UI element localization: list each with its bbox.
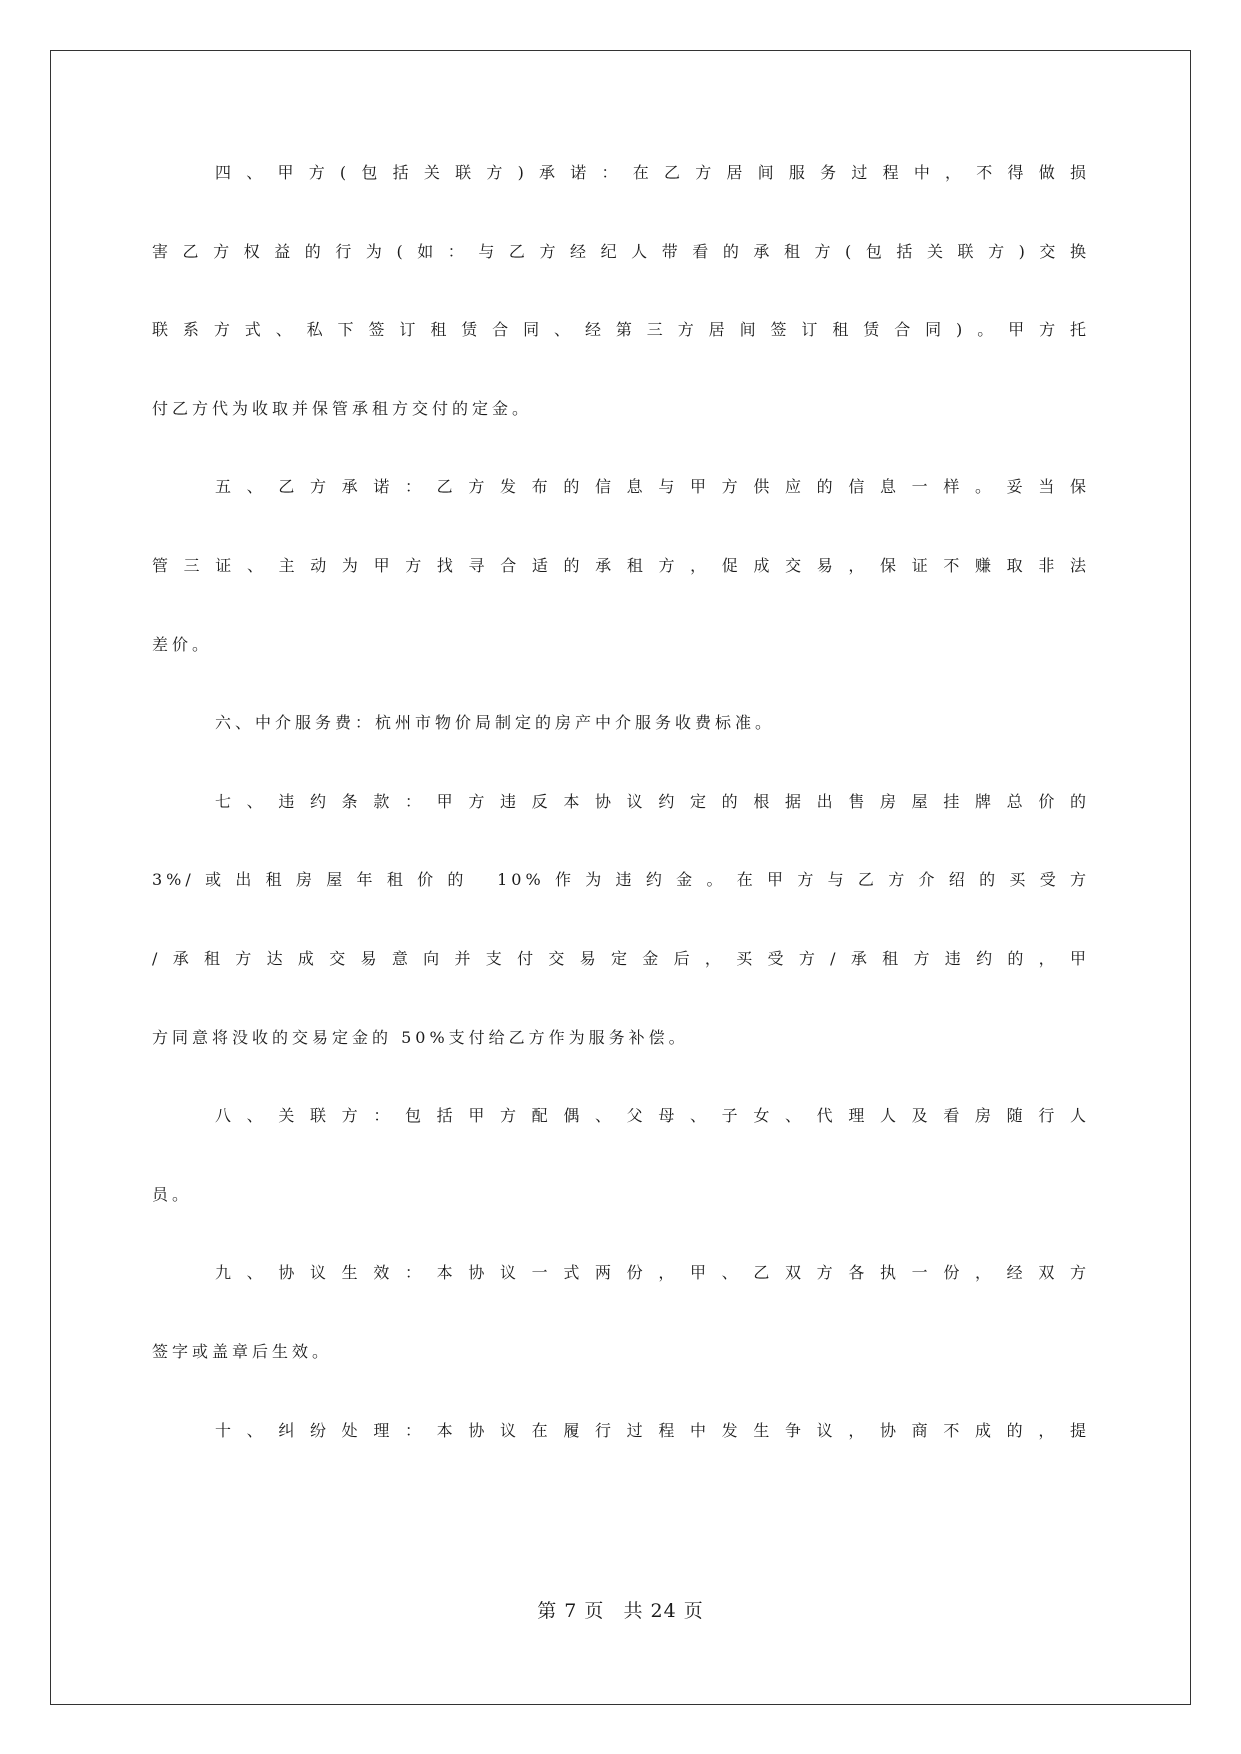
- text-line: 签字或盖章后生效。: [152, 1341, 333, 1361]
- text-line: 员。: [152, 1184, 193, 1204]
- text-line: 管三证、主动为甲方找寻合适的承租方，促成交易，保证不赚取非法: [152, 555, 1090, 575]
- text-line: 六、中介服务费：杭州市物价局制定的房产中介服务收费标准。: [215, 713, 776, 733]
- page-number: 第 7 页: [537, 1600, 605, 1622]
- text-line: 差价。: [152, 634, 213, 654]
- text-line: 八、关联方：包括甲方配偶、父母、子女、代理人及看房随行人: [215, 1106, 1090, 1126]
- text-line: 七、违约条款：甲方违反本协议约定的根据出售房屋挂牌总价的: [215, 791, 1090, 811]
- document-body: [152, 160, 1090, 1496]
- text-line: 十、纠纷处理：本协议在履行过程中发生争议，协商不成的，提: [215, 1420, 1090, 1440]
- text-line: 联系方式、私下签订租赁合同、经第三方居间签订租赁合同)。甲方托: [152, 320, 1090, 340]
- page-total: 共 24 页: [623, 1600, 704, 1622]
- text-line: 方同意将没收的交易定金的 50%支付给乙方作为服务补偿。: [152, 1027, 689, 1047]
- page-footer: [0, 1596, 1241, 1623]
- text-line: 四、甲方(包括关联方)承诺：在乙方居间服务过程中，不得做损: [215, 163, 1090, 182]
- text-line: 3%/或出租房屋年租价的 10%作为违约金。在甲方与乙方介绍的买受方: [152, 870, 1090, 890]
- text-line: /承租方达成交易意向并支付交易定金后，买受方/承租方违约的，甲: [152, 948, 1090, 968]
- text-line: 九、协议生效：本协议一式两份，甲、乙双方各执一份，经双方: [215, 1263, 1090, 1283]
- text-line: 五、乙方承诺：乙方发布的信息与甲方供应的信息一样。妥当保: [215, 477, 1090, 497]
- text-line: 付乙方代为收取并保管承租方交付的定金。: [152, 398, 533, 418]
- text-line: 害乙方权益的行为(如：与乙方经纪人带看的承租方(包括关联方)交换: [152, 241, 1090, 261]
